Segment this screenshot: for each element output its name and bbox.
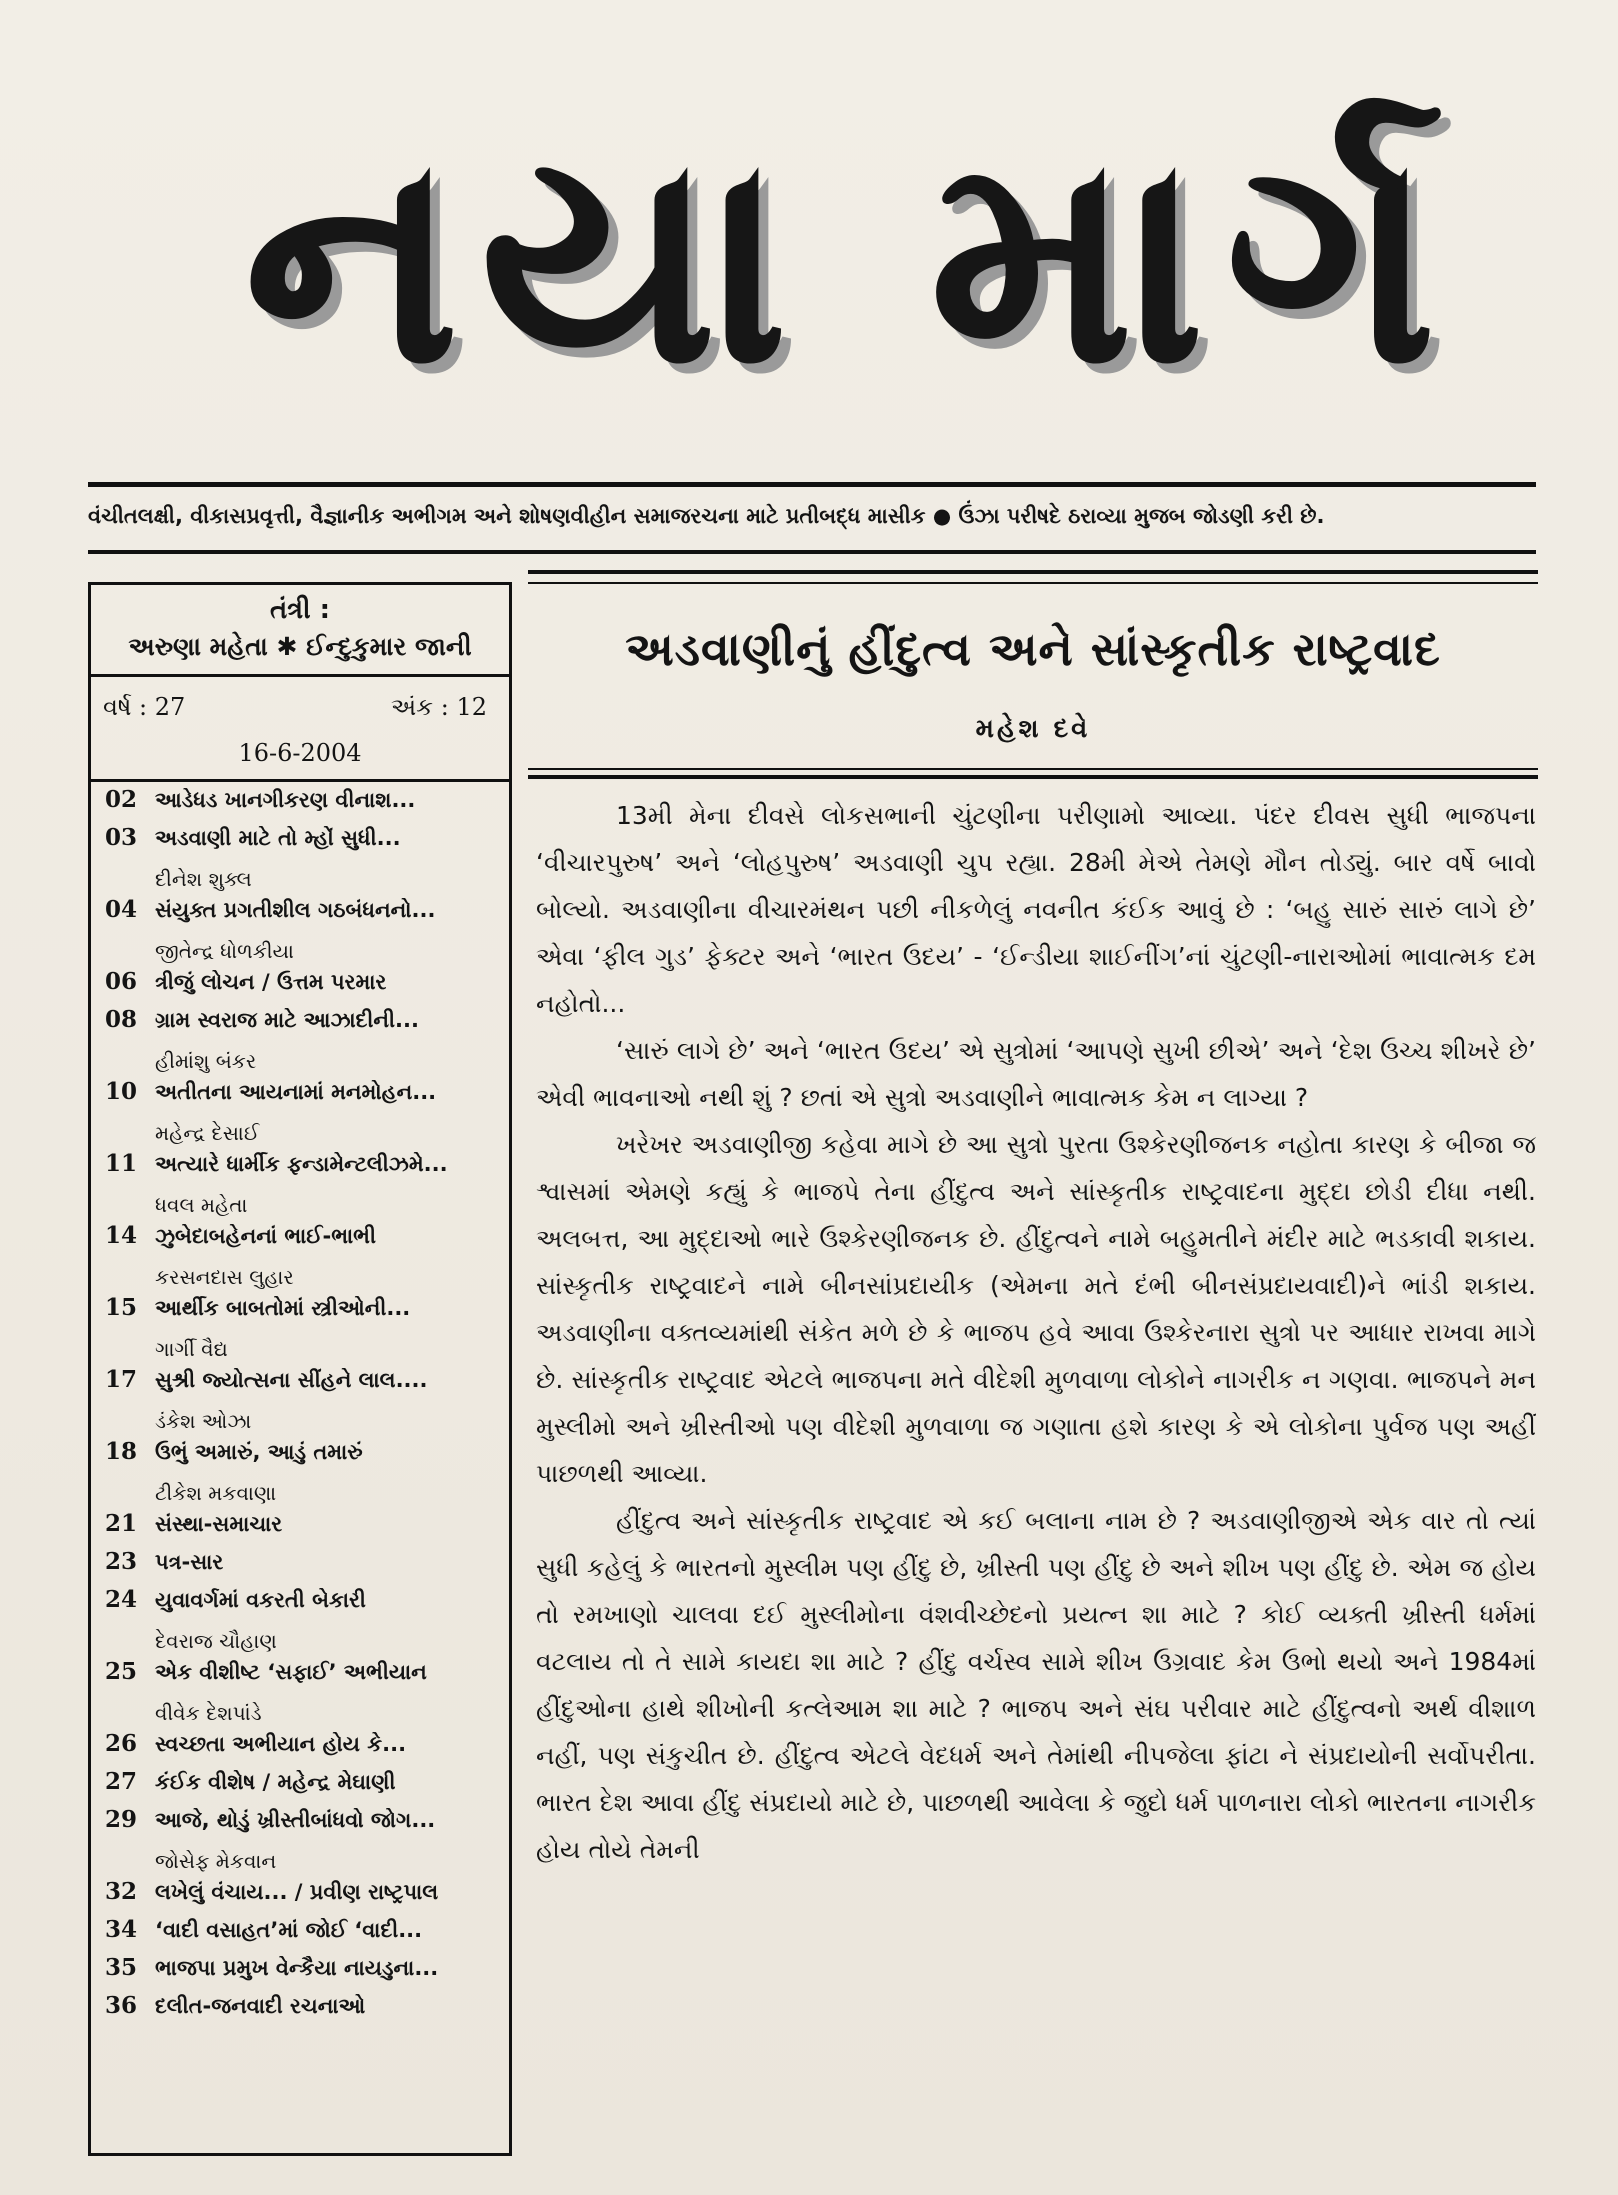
page-number: 02 bbox=[105, 786, 138, 813]
contents-line bbox=[105, 1510, 503, 1548]
contents-item bbox=[91, 1916, 509, 1954]
contents-item bbox=[91, 1768, 509, 1806]
contents-title: સુશ્રી જ્યોત્સના સીંહને લાલ.... bbox=[155, 1368, 428, 1392]
contents-item bbox=[91, 1954, 509, 1992]
editor-box bbox=[91, 585, 509, 677]
page-number: 34 bbox=[105, 1916, 138, 1943]
contents-title: આર્થીક બાબતોમાં સ્ત્રીઓની... bbox=[155, 1296, 411, 1320]
contents-item bbox=[91, 1806, 509, 1878]
page-number: 18 bbox=[105, 1438, 138, 1465]
contents-author: દેવરાજ ચૌહાણ bbox=[155, 1629, 277, 1653]
contents-line bbox=[105, 1878, 503, 1916]
contents-title: યુવાવર્ગમાં વકરતી બેકારી bbox=[155, 1588, 366, 1612]
editor-label: તંત્રી : bbox=[269, 595, 331, 625]
contents-title: અડવાણી માટે તો મ્હોં સુધી... bbox=[155, 826, 401, 850]
page-number: 26 bbox=[105, 1730, 138, 1757]
article-paragraph: 13મી મેના દીવસે લોકસભાની ચુંટણીના પરીણામો આવ્યા. પંદર દીવસ સુધી ભાજપના ‘વીચારપુરુષ’ અને ‘લોહપુરુષ’ અડવાણી ચુપ રહ્યા. 28મી મેએ તેમણે મૌન તોડ્યું. બાર વર્ષે બાવો બોલ્યો. અડવાણીના વીચારમંથન પછી નીકળેલું નવનીત કંઈક આવું છે : ‘બહુ સારું સારું લાગે છે’ એવા ‘ફીલ ગુડ’ ફેક્ટર અને ‘ભારત ઉદય’ - ‘ઈન્ડીયા શાઈનીંગ’નાં ચુંટણી-નારાઓમાં ભાવાત્મક દમ નહોતો... bbox=[536, 801, 1536, 1018]
divider-rule bbox=[88, 482, 1536, 487]
page-number: 14 bbox=[105, 1222, 138, 1249]
issue-date: 16-6-2004 bbox=[91, 721, 509, 782]
contents-author: ગાર્ગી વૈદ્ય bbox=[155, 1337, 228, 1361]
contents-title: ‘વાદી વસાહત’માં જોઈ ‘વાદી... bbox=[155, 1918, 423, 1942]
contents-title: કંઈક વીશેષ / મહેન્દ્ર મેઘાણી bbox=[155, 1770, 396, 1794]
page-number: 23 bbox=[105, 1548, 138, 1575]
article-body bbox=[536, 792, 1536, 2162]
contents-item bbox=[91, 824, 509, 896]
issue-year: વર્ષ : 27 bbox=[103, 693, 186, 721]
page-number: 25 bbox=[105, 1658, 138, 1685]
page-number: 15 bbox=[105, 1294, 138, 1321]
contents-line bbox=[105, 1954, 503, 1992]
contents-author: ધવલ મહેતા bbox=[155, 1193, 248, 1217]
contents-author: મહેન્દ્ર દેસાઈ bbox=[155, 1121, 260, 1145]
contents-item bbox=[91, 1586, 509, 1658]
page-number: 21 bbox=[105, 1510, 138, 1537]
contents-title: સંસ્થા-સમાચાર bbox=[155, 1512, 283, 1536]
contents-line bbox=[105, 786, 503, 824]
contents-item bbox=[91, 1658, 509, 1730]
contents-item bbox=[91, 896, 509, 968]
contents-title: અત્યારે ધાર્મીક ફન્ડામેન્ટલીઝમે... bbox=[155, 1152, 448, 1176]
contents-box bbox=[88, 582, 512, 2156]
contents-line bbox=[105, 1078, 503, 1116]
contents-title: આજે, થોડું ખ્રીસ્તીબાંધવો જોગ... bbox=[155, 1808, 436, 1832]
contents-item bbox=[91, 1548, 509, 1586]
contents-author: જીતેન્દ્ર ધોળકીયા bbox=[155, 939, 294, 963]
tagline: વંચીતલક્ષી, વીકાસપ્રવૃત્તી, વૈજ્ઞાનીક અભીગમ અને શોષણવીહીન સમાજરચના માટે પ્રતીબદ્ધ માસીક ● ઉંઝા પરીષદે ઠરાવ્યા મુજબ જોડણી કરી છે. bbox=[88, 503, 1325, 528]
page-number: 29 bbox=[105, 1806, 138, 1833]
contents-line bbox=[105, 1992, 503, 2030]
article-paragraph: ‘સારું લાગે છે’ અને ‘ભારત ઉદય’ એ સુત્રોમાં ‘આપણે સુખી છીએ’ અને ‘દેશ ઉચ્ચ શીખરે છે’ એવી ભાવનાઓ નથી શું ? છતાં એ સુત્રો અડવાણીને ભાવાત્મક કેમ ન લાગ્યા ? bbox=[536, 1036, 1536, 1112]
contents-line bbox=[105, 1222, 503, 1260]
page-number: 32 bbox=[105, 1878, 138, 1905]
contents-title: અતીતના આયનામાં મનમોહન... bbox=[155, 1080, 437, 1104]
contents-item bbox=[91, 1992, 509, 2030]
page-number: 27 bbox=[105, 1768, 138, 1795]
divider-rule bbox=[528, 775, 1538, 779]
contents-item bbox=[91, 1222, 509, 1294]
contents-item bbox=[91, 1438, 509, 1510]
contents-line bbox=[105, 1438, 503, 1476]
divider-rule bbox=[528, 570, 1538, 574]
article-paragraph: ખરેખર અડવાણીજી કહેવા માગે છે આ સુત્રો પુરતા ઉશ્કેરણીજનક નહોતા કારણ કે બીજા જ શ્વાસમાં એમણે કહ્યું કે ભાજપે તેના હીંદુત્વ અને સાંસ્કૃતીક રાષ્ટ્રવાદના મુદ્દા છોડી દીધા નથી. અલબત્ત, આ મુદ્દાઓ ભારે ઉશ્કેરણીજનક છે. હીંદુત્વને નામે બહુમતીને મંદીર માટે ભડકાવી શકાય. સાંસ્કૃતીક રાષ્ટ્રવાદને નામે બીનસાંપ્રદાયીક (એમના મતે દંભી બીનસંપ્રદાયવાદી)ને ભાંડી શકાય. અડવાણીના વક્તવ્યમાંથી સંકેત મળે છે કે ભાજપ હવે આવા ઉશ્કેરનારા સુત્રો પર આધાર રાખવા માગે છે. સાંસ્કૃતીક રાષ્ટ્રવાદ એટલે ભાજપના મતે વીદેશી મુળવાળા લોકોને નાગરીક ન ગણવા. ભાજપને મન મુસ્લીમો અને ખ્રીસ્તીઓ પણ વીદેશી મુળવાળા જ ગણાતા હશે કારણ કે એ લોકોના પુર્વજ પણ અહીં પાછળથી આવ્યા. bbox=[536, 1130, 1536, 1488]
article-title: અડવાણીનું હીંદુત્વ અને સાંસ્કૃતીક રાષ્ટ્રવાદ bbox=[625, 622, 1441, 676]
contents-author: હીમાંશુ બંકર bbox=[155, 1049, 257, 1073]
contents-item bbox=[91, 786, 509, 824]
contents-item bbox=[91, 1150, 509, 1222]
page-number: 10 bbox=[105, 1078, 138, 1105]
contents-item bbox=[91, 1366, 509, 1438]
contents-title: ગ્રામ સ્વરાજ માટે આઝાદીની... bbox=[155, 1008, 419, 1032]
contents-author: દીનેશ શુક્લ bbox=[155, 867, 252, 891]
contents-title: ભાજપા પ્રમુખ વેન્કૈયા નાયડુના... bbox=[155, 1956, 439, 1980]
page-number: 24 bbox=[105, 1586, 138, 1613]
contents-line bbox=[105, 1366, 503, 1404]
contents-author: ટીકેશ મકવાણા bbox=[155, 1481, 277, 1505]
contents-title: ઝુબેદાબહેનનાં ભાઈ-ભાભી bbox=[155, 1224, 376, 1248]
contents-author: જોસેફ મેકવાન bbox=[155, 1849, 277, 1873]
contents-item bbox=[91, 1294, 509, 1366]
contents-line bbox=[105, 1006, 503, 1044]
issue-info bbox=[91, 677, 509, 721]
article-author: મહેશ દવે bbox=[975, 713, 1091, 744]
contents-item bbox=[91, 1510, 509, 1548]
contents-author: ડંકેશ ઓઝા bbox=[155, 1409, 252, 1433]
page-number: 17 bbox=[105, 1366, 138, 1393]
contents-item bbox=[91, 1078, 509, 1150]
contents-title: સંયુક્ત પ્રગતીશીલ ગઠબંધનનો... bbox=[155, 898, 436, 922]
contents-line bbox=[105, 1916, 503, 1954]
contents-item bbox=[91, 1006, 509, 1078]
contents-line bbox=[105, 1806, 503, 1844]
contents-title: લખેલું વંચાય... / પ્રવીણ રાષ્ટ્રપાલ bbox=[155, 1880, 439, 1904]
contents-line bbox=[105, 824, 503, 862]
page-number: 35 bbox=[105, 1954, 138, 1981]
page-number: 03 bbox=[105, 824, 138, 851]
contents-item bbox=[91, 1878, 509, 1916]
page-number: 36 bbox=[105, 1992, 138, 2019]
contents-title: પત્ર-સાર bbox=[155, 1550, 224, 1574]
page-number: 08 bbox=[105, 1006, 138, 1033]
contents-line bbox=[105, 968, 503, 1006]
divider-rule bbox=[528, 768, 1538, 770]
contents-line bbox=[105, 1294, 503, 1332]
masthead bbox=[0, 0, 1618, 470]
editor-names: અરુણા મહેતા ✱ ઈન્દુકુમાર જાની bbox=[128, 632, 472, 661]
contents-line bbox=[105, 1586, 503, 1624]
divider-rule bbox=[528, 582, 1538, 584]
masthead-title: નયા માર્ગ bbox=[243, 91, 1457, 428]
contents-item bbox=[91, 1730, 509, 1768]
contents-item bbox=[91, 968, 509, 1006]
contents-title: આડેધડ ખાનગીકરણ વીનાશ... bbox=[155, 788, 416, 812]
page-number: 11 bbox=[105, 1150, 138, 1177]
issue-number: અંક : 12 bbox=[390, 693, 487, 721]
contents-line bbox=[105, 1658, 503, 1696]
contents-line bbox=[105, 1768, 503, 1806]
contents-author: વીવેક દેશપાંડે bbox=[155, 1701, 262, 1725]
contents-line bbox=[105, 1150, 503, 1188]
page-number: 04 bbox=[105, 896, 138, 923]
contents-title: સ્વચ્છતા અભીયાન હોય કે... bbox=[155, 1732, 407, 1756]
page-number: 06 bbox=[105, 968, 138, 995]
article-paragraph: હીંદુત્વ અને સાંસ્કૃતીક રાષ્ટ્રવાદ એ કઈ બલાના નામ છે ? અડવાણીજીએ એક વાર તો ત્યાં સુધી કહેલું કે ભારતનો મુસ્લીમ પણ હીંદુ છે, ખ્રીસ્તી પણ હીંદુ છે અને શીખ પણ હીંદુ છે. એમ જ હોય તો રમખાણો ચાલવા દઈ મુસ્લીમોના વંશવીચ્છેદનો પ્રયત્ન શા માટે ? કોઈ વ્યક્તી ખ્રીસ્તી ધર્મમાં વટલાય તો તે સામે કાયદા શા માટે ? હીંદુ વર્ચસ્વ સામે શીખ ઉગ્રવાદ કેમ ઉભો થયો અને 1984માં હીંદુઓના હાથે શીખોની કત્લેઆમ શા માટે ? ભાજપ અને સંઘ પરીવાર માટે હીંદુત્વનો અર્થ વીશાળ નહીં, પણ સંકુચીત છે. હીંદુત્વ એટલે વેદધર્મ અને તેમાંથી નીપજેલા ફાંટા ને સંપ્રદાયોની સર્વોપરીતા. ભારત દેશ આવા હીંદુ સંપ્રદાયો માટે છે, પાછળથી આવેલા કે જુદો ધર્મ પાળનારા લોકો ભારતના નાગરીક હોય તોયે તેમની bbox=[536, 1506, 1536, 1864]
contents-author: કરસનદાસ લુહાર bbox=[155, 1265, 294, 1289]
contents-title: ઉભું અમારું, આડું તમારું bbox=[155, 1440, 363, 1464]
contents-title: ત્રીજું લોચન / ઉત્તમ પરમાર bbox=[155, 970, 387, 994]
contents-title: એક વીશીષ્ટ ‘સફાઈ’ અભીયાન bbox=[155, 1660, 427, 1684]
contents-line bbox=[105, 1548, 503, 1586]
contents-title: દલીત-જનવાદી રચનાઓ bbox=[155, 1994, 366, 2018]
contents-line bbox=[105, 896, 503, 934]
contents-line bbox=[105, 1730, 503, 1768]
contents-list bbox=[91, 782, 509, 2030]
divider-rule bbox=[88, 550, 1536, 554]
